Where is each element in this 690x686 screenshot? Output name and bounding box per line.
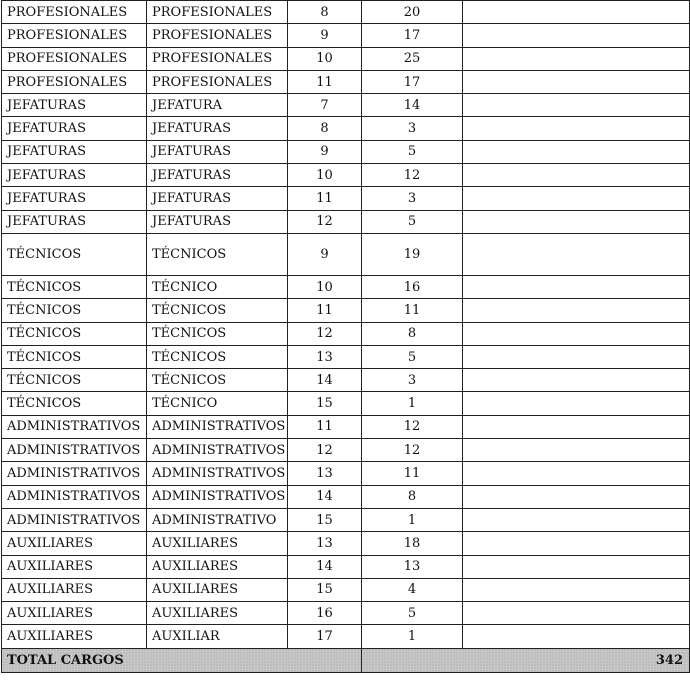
- planta-cell: ADMINISTRATIVOS: [2, 462, 147, 485]
- empty-cell: [463, 369, 690, 392]
- cantidad-cell: 19: [362, 233, 463, 275]
- planta-cell: AUXILIARES: [2, 578, 147, 601]
- table-row: [2, 415, 690, 438]
- cantidad-cell: 3: [362, 187, 463, 210]
- planta-cell: TÉCNICOS: [2, 345, 147, 368]
- grado-cell: 15: [288, 392, 362, 415]
- cargo-cell: PROFESIONALES: [147, 47, 288, 70]
- table-row: [2, 187, 690, 210]
- planta-cell: ADMINISTRATIVOS: [2, 508, 147, 531]
- cargo-cell: JEFATURA: [147, 94, 288, 117]
- planta-cell: TÉCNICOS: [2, 322, 147, 345]
- cargos-table: [1, 0, 690, 673]
- grado-cell: 10: [288, 164, 362, 187]
- cargo-cell: TÉCNICOS: [147, 299, 288, 322]
- total-value: 342: [362, 648, 690, 672]
- empty-cell: [463, 392, 690, 415]
- cantidad-cell: 17: [362, 24, 463, 47]
- cantidad-cell: 25: [362, 47, 463, 70]
- empty-cell: [463, 602, 690, 625]
- table-row: [2, 439, 690, 462]
- cantidad-cell: 1: [362, 625, 463, 648]
- planta-cell: AUXILIARES: [2, 625, 147, 648]
- table-row: [2, 322, 690, 345]
- cantidad-cell: 20: [362, 1, 463, 24]
- grado-cell: 13: [288, 462, 362, 485]
- planta-cell: AUXILIARES: [2, 602, 147, 625]
- empty-cell: [463, 275, 690, 298]
- cargo-cell: ADMINISTRATIVOS: [147, 415, 288, 438]
- table-row: [2, 299, 690, 322]
- table-row: [2, 1, 690, 24]
- table-row: [2, 24, 690, 47]
- empty-cell: [463, 345, 690, 368]
- cargo-cell: ADMINISTRATIVO: [147, 508, 288, 531]
- grado-cell: 11: [288, 187, 362, 210]
- grado-cell: 14: [288, 369, 362, 392]
- planta-cell: TÉCNICOS: [2, 369, 147, 392]
- cantidad-cell: 1: [362, 392, 463, 415]
- planta-cell: AUXILIARES: [2, 555, 147, 578]
- empty-cell: [463, 439, 690, 462]
- grado-cell: 16: [288, 602, 362, 625]
- grado-cell: 7: [288, 94, 362, 117]
- grado-cell: 14: [288, 555, 362, 578]
- empty-cell: [463, 187, 690, 210]
- cargo-cell: PROFESIONALES: [147, 1, 288, 24]
- planta-cell: TÉCNICOS: [2, 275, 147, 298]
- cantidad-cell: 8: [362, 322, 463, 345]
- table-row: [2, 210, 690, 233]
- planta-cell: TÉCNICOS: [2, 392, 147, 415]
- cargo-cell: PROFESIONALES: [147, 24, 288, 47]
- cargo-cell: TÉCNICO: [147, 392, 288, 415]
- table-row: [2, 625, 690, 648]
- empty-cell: [463, 94, 690, 117]
- cargo-cell: PROFESIONALES: [147, 70, 288, 93]
- cargo-cell: AUXILIARES: [147, 555, 288, 578]
- planta-cell: TÉCNICOS: [2, 233, 147, 275]
- table-row: [2, 94, 690, 117]
- grado-cell: 10: [288, 47, 362, 70]
- cantidad-cell: 18: [362, 532, 463, 555]
- total-row: [2, 648, 690, 672]
- table-row: [2, 275, 690, 298]
- empty-cell: [463, 485, 690, 508]
- grado-cell: 12: [288, 210, 362, 233]
- planta-cell: ADMINISTRATIVOS: [2, 485, 147, 508]
- table-row: [2, 117, 690, 140]
- cargo-cell: JEFATURAS: [147, 140, 288, 163]
- total-label: TOTAL CARGOS: [2, 648, 362, 672]
- empty-cell: [463, 462, 690, 485]
- empty-cell: [463, 555, 690, 578]
- table-row: [2, 392, 690, 415]
- cantidad-cell: 5: [362, 602, 463, 625]
- planta-cell: AUXILIARES: [2, 532, 147, 555]
- table-body: [2, 1, 690, 673]
- grado-cell: 8: [288, 117, 362, 140]
- table-row: [2, 485, 690, 508]
- grado-cell: 11: [288, 70, 362, 93]
- table-row: [2, 532, 690, 555]
- grado-cell: 9: [288, 24, 362, 47]
- cargo-cell: TÉCNICOS: [147, 322, 288, 345]
- cargo-cell: AUXILIARES: [147, 602, 288, 625]
- cantidad-cell: 3: [362, 117, 463, 140]
- cargo-cell: TÉCNICOS: [147, 233, 288, 275]
- cantidad-cell: 4: [362, 578, 463, 601]
- planta-cell: JEFATURAS: [2, 187, 147, 210]
- grado-cell: 9: [288, 140, 362, 163]
- planta-cell: ADMINISTRATIVOS: [2, 439, 147, 462]
- grado-cell: 17: [288, 625, 362, 648]
- planta-cell: JEFATURAS: [2, 140, 147, 163]
- table-row: [2, 164, 690, 187]
- grado-cell: 15: [288, 578, 362, 601]
- empty-cell: [463, 625, 690, 648]
- table-row: [2, 578, 690, 601]
- empty-cell: [463, 578, 690, 601]
- cargo-cell: ADMINISTRATIVOS: [147, 439, 288, 462]
- cargo-cell: AUXILIAR: [147, 625, 288, 648]
- table-row: [2, 70, 690, 93]
- grado-cell: 13: [288, 345, 362, 368]
- cantidad-cell: 12: [362, 439, 463, 462]
- planta-cell: JEFATURAS: [2, 164, 147, 187]
- table-row: [2, 140, 690, 163]
- empty-cell: [463, 117, 690, 140]
- empty-cell: [463, 24, 690, 47]
- planta-cell: PROFESIONALES: [2, 1, 147, 24]
- cargo-cell: JEFATURAS: [147, 210, 288, 233]
- planta-cell: PROFESIONALES: [2, 70, 147, 93]
- table-row: [2, 345, 690, 368]
- grado-cell: 13: [288, 532, 362, 555]
- cargo-cell: AUXILIARES: [147, 532, 288, 555]
- cantidad-cell: 11: [362, 299, 463, 322]
- empty-cell: [463, 233, 690, 275]
- cargo-cell: JEFATURAS: [147, 187, 288, 210]
- empty-cell: [463, 1, 690, 24]
- cargo-cell: TÉCNICOS: [147, 345, 288, 368]
- grado-cell: 11: [288, 415, 362, 438]
- empty-cell: [463, 299, 690, 322]
- empty-cell: [463, 47, 690, 70]
- cantidad-cell: 8: [362, 485, 463, 508]
- grado-cell: 15: [288, 508, 362, 531]
- cargo-cell: ADMINISTRATIVOS: [147, 462, 288, 485]
- cantidad-cell: 5: [362, 210, 463, 233]
- grado-cell: 11: [288, 299, 362, 322]
- table-row: [2, 233, 690, 275]
- empty-cell: [463, 415, 690, 438]
- empty-cell: [463, 508, 690, 531]
- planta-cell: JEFATURAS: [2, 117, 147, 140]
- grado-cell: 12: [288, 322, 362, 345]
- cantidad-cell: 17: [362, 70, 463, 93]
- planta-cell: PROFESIONALES: [2, 24, 147, 47]
- table-row: [2, 462, 690, 485]
- cargo-cell: ADMINISTRATIVOS: [147, 485, 288, 508]
- empty-cell: [463, 140, 690, 163]
- cantidad-cell: 11: [362, 462, 463, 485]
- cargo-cell: TÉCNICO: [147, 275, 288, 298]
- grado-cell: 8: [288, 1, 362, 24]
- planta-cell: PROFESIONALES: [2, 47, 147, 70]
- table-row: [2, 508, 690, 531]
- cargo-cell: AUXILIARES: [147, 578, 288, 601]
- planta-cell: JEFATURAS: [2, 210, 147, 233]
- empty-cell: [463, 322, 690, 345]
- cantidad-cell: 12: [362, 415, 463, 438]
- empty-cell: [463, 210, 690, 233]
- grado-cell: 12: [288, 439, 362, 462]
- planta-cell: TÉCNICOS: [2, 299, 147, 322]
- empty-cell: [463, 164, 690, 187]
- grado-cell: 14: [288, 485, 362, 508]
- empty-cell: [463, 70, 690, 93]
- empty-cell: [463, 532, 690, 555]
- cargo-cell: JEFATURAS: [147, 117, 288, 140]
- planta-cell: JEFATURAS: [2, 94, 147, 117]
- cantidad-cell: 5: [362, 345, 463, 368]
- cantidad-cell: 3: [362, 369, 463, 392]
- planta-cell: ADMINISTRATIVOS: [2, 415, 147, 438]
- grado-cell: 10: [288, 275, 362, 298]
- cantidad-cell: 14: [362, 94, 463, 117]
- table-row: [2, 369, 690, 392]
- cargo-cell: TÉCNICOS: [147, 369, 288, 392]
- table-row: [2, 602, 690, 625]
- cantidad-cell: 13: [362, 555, 463, 578]
- cantidad-cell: 1: [362, 508, 463, 531]
- cantidad-cell: 12: [362, 164, 463, 187]
- grado-cell: 9: [288, 233, 362, 275]
- cargo-cell: JEFATURAS: [147, 164, 288, 187]
- table-row: [2, 47, 690, 70]
- table-row: [2, 555, 690, 578]
- cantidad-cell: 16: [362, 275, 463, 298]
- cantidad-cell: 5: [362, 140, 463, 163]
